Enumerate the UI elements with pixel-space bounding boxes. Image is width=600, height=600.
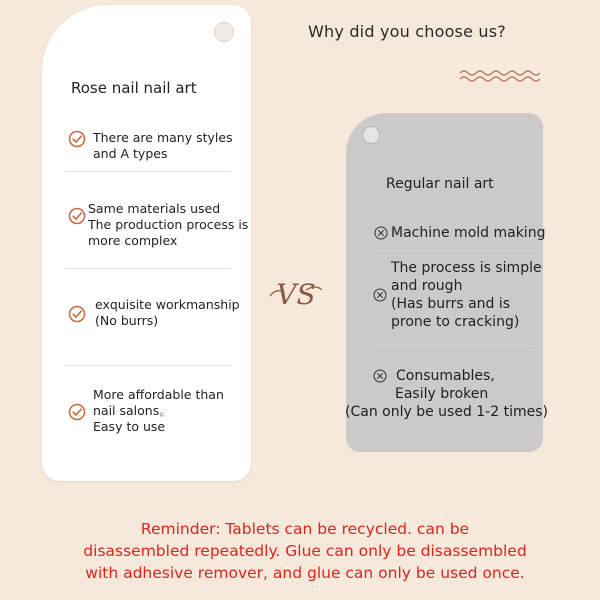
right-feature-process <box>373 259 542 331</box>
check-circle-icon <box>68 130 86 148</box>
left-feature-text: There are many styles and A types <box>93 130 233 161</box>
check-circle-icon <box>68 305 86 323</box>
usage-limit-text: (Can only be used 1-2 times) <box>345 404 548 420</box>
x-circle-icon <box>373 288 387 302</box>
right-feature-text: Machine mold making <box>391 225 546 241</box>
divider <box>65 365 230 366</box>
right-feature-mold <box>374 224 545 242</box>
rose-nail-title: Rose nail nail art <box>71 79 197 97</box>
card-hole-icon <box>362 126 380 144</box>
right-feature-text: The process is simple and rough (Has burrs and is prone to cracking) <box>391 260 542 330</box>
regular-nail-title: Regular nail art <box>386 176 494 192</box>
left-feature-affordable <box>68 387 224 435</box>
divider <box>65 268 230 269</box>
vs-label: VS <box>276 278 316 311</box>
x-circle-icon <box>374 226 388 240</box>
vs-emblem <box>266 270 326 318</box>
left-feature-text: Same materials used The production process is more complex <box>88 201 249 248</box>
right-feature-consumables <box>345 367 565 422</box>
left-feature-text: exquisite workmanship (No burrs) <box>95 297 240 328</box>
divider <box>374 251 534 252</box>
wave-decoration-icon <box>458 68 544 84</box>
left-feature-text: More affordable than nail salons。 Easy to use <box>93 387 224 434</box>
divider <box>374 345 534 346</box>
reminder-text: Reminder: Tablets can be recycled. can be disassembled repeatedly. Glue can only be disassembled with adhesive remover, and glue can only be used once. <box>83 520 527 582</box>
easily-broken-text: Easily broken <box>395 386 489 402</box>
x-circle-icon <box>373 369 387 383</box>
left-feature-workmanship <box>68 297 240 329</box>
consumables-line <box>345 367 565 385</box>
left-feature-styles <box>68 130 233 162</box>
card-hole-icon <box>214 22 234 42</box>
headline: Why did you choose us? <box>308 22 506 41</box>
check-circle-icon <box>68 403 86 421</box>
left-feature-materials <box>68 201 248 249</box>
check-circle-icon <box>68 207 86 225</box>
divider <box>65 171 230 172</box>
consumables-text: Consumables, <box>396 368 495 384</box>
